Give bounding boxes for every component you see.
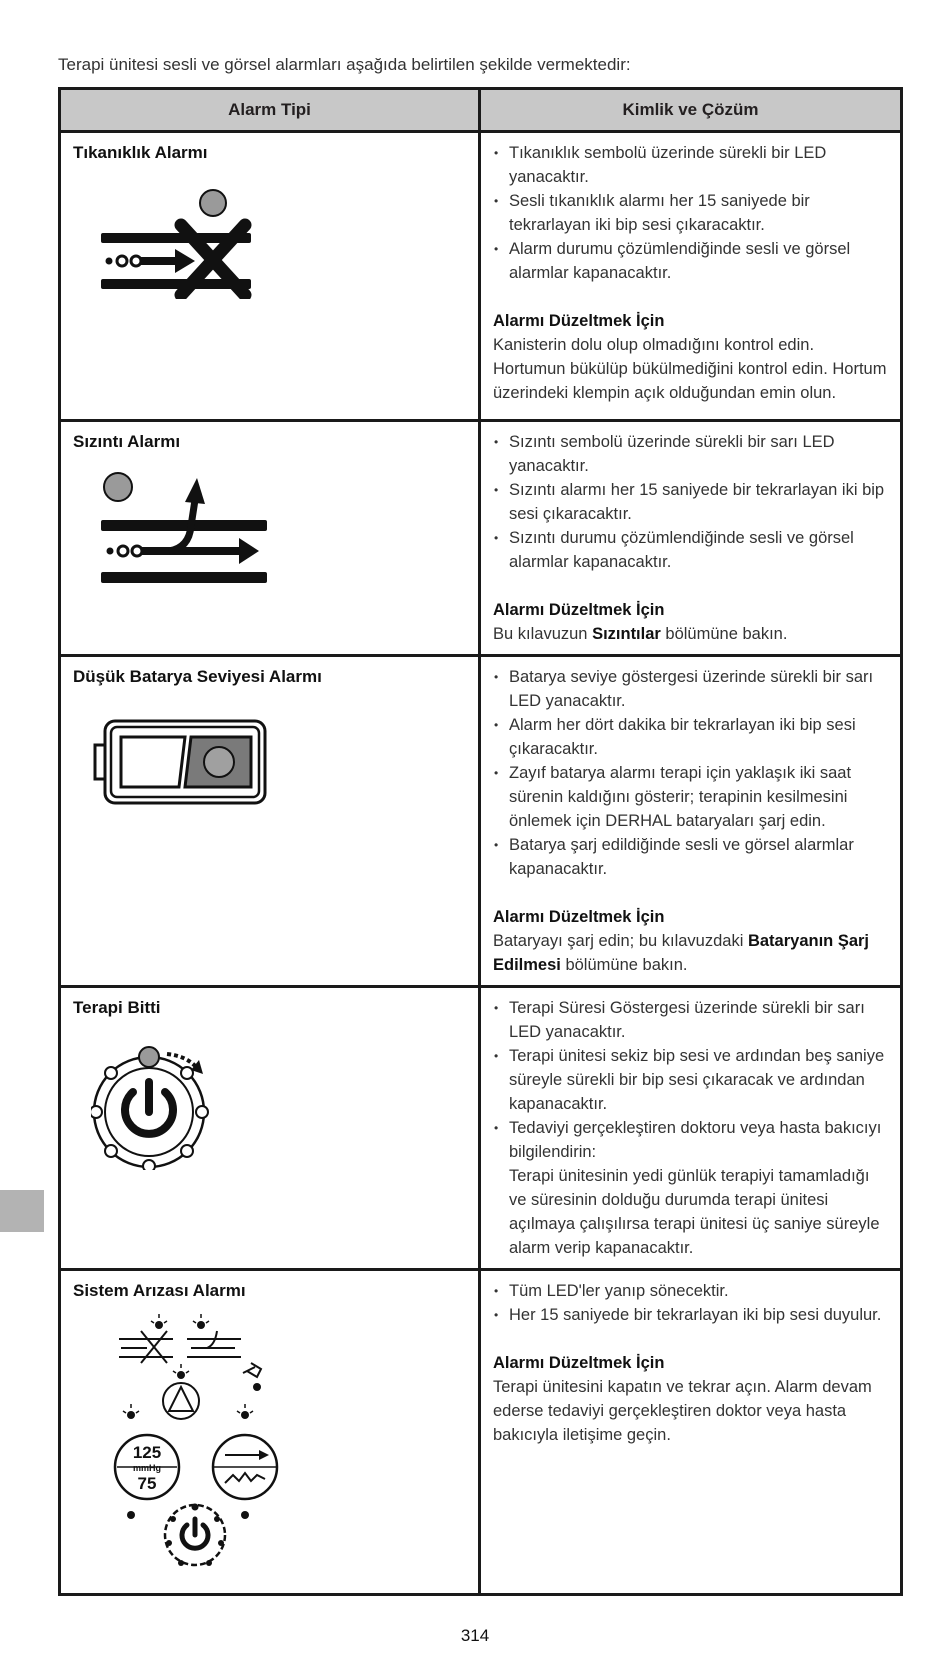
alarm-type-cell <box>60 132 480 421</box>
gauge-unit: mmHg <box>132 1463 162 1473</box>
bullet-list <box>493 996 890 1260</box>
list-item-extra: Terapi ünitesinin yedi günlük terapiyi tamamladığı ve süresinin dolduğu durumda terapi ünitesi açılmaya çalışılırsa terapi ünitesi üç saniye süreyle alarm verip kapanacaktır. <box>509 1167 880 1257</box>
list-item: • Sesli tıkanıklık alarmı her 15 saniyede bir tekrarlayan iki bip sesi çıkaracaktır. <box>493 189 890 237</box>
list-item: • Terapi ünitesi sekiz bip sesi ve ardından beş saniye süreyle sürekli bir bip sesi çıkaracak ve ardından kapanacaktır. <box>493 1044 890 1116</box>
alarm-title: Tıkanıklık Alarmı <box>73 143 208 162</box>
header-alarm-type: Alarm Tipi <box>60 89 480 132</box>
solution-cell <box>480 421 902 656</box>
table-row <box>60 1270 902 1595</box>
page-number: 314 <box>460 1626 490 1645</box>
occlusion-icon <box>97 189 267 304</box>
leak-icon <box>97 470 277 595</box>
solution-cell <box>480 987 902 1270</box>
side-tab-marker <box>0 1190 44 1232</box>
solution-cell <box>480 132 902 421</box>
fix-heading: Alarmı Düzeltmek İçin <box>493 908 665 926</box>
table-header-row <box>60 89 902 132</box>
list-item <box>493 1116 890 1260</box>
system-failure-icon <box>111 1311 301 1578</box>
fix-text-pre: Bataryayı şarj edin; bu kılavuzdaki <box>493 932 748 950</box>
list-item: • Batarya şarj edildiğinde sesli ve görsel alarmlar kapanacaktır. <box>493 833 890 881</box>
list-item-text: Tedaviyi gerçekleştiren doktoru veya hasta bakıcıyı bilgilendirin: <box>509 1119 882 1161</box>
alarm-title: Sızıntı Alarmı <box>73 432 181 451</box>
bullet-list <box>493 1279 890 1327</box>
header-identification-solution: Kimlik ve Çözüm <box>480 89 902 132</box>
fix-text <box>493 929 890 977</box>
list-item: • Terapi Süresi Göstergesi üzerinde sürekli bir sarı LED yanacaktır. <box>493 996 890 1044</box>
fix-heading: Alarmı Düzeltmek İçin <box>493 1354 665 1372</box>
list-item: • Tüm LED'ler yanıp sönecektir. <box>493 1279 890 1303</box>
list-item: • Zayıf batarya alarmı terapi için yaklaşık iki saat sürenin kaldığını gösterir; terapinin kesilmesini önlemek için DERHAL bataryaları şarj edin. <box>493 761 890 833</box>
alarm-type-cell <box>60 656 480 987</box>
fix-text: Terapi ünitesini kapatın ve tekrar açın. Alarm devam ederse tedaviyi gerçekleştiren doktor veya hasta bakıcıyla iletişime geçin. <box>493 1378 872 1444</box>
fix-text-link: Sızıntılar <box>592 625 661 643</box>
solution-cell <box>480 656 902 987</box>
list-item: • Alarm her dört dakika bir tekrarlayan iki bip sesi çıkaracaktır. <box>493 713 890 761</box>
list-item: • Sızıntı durumu çözümlendiğinde sesli ve görsel alarmlar kapanacaktır. <box>493 526 890 574</box>
list-item: • Sızıntı sembolü üzerinde sürekli bir sarı LED yanacaktır. <box>493 430 890 478</box>
alarm-table <box>58 87 903 1596</box>
solution-cell <box>480 1270 902 1595</box>
list-item: • Alarm durumu çözümlendiğinde sesli ve görsel alarmlar kapanacaktır. <box>493 237 890 285</box>
list-item: • Tıkanıklık sembolü üzerinde sürekli bir LED yanacaktır. <box>493 141 890 189</box>
alarm-type-cell <box>60 1270 480 1595</box>
alarm-title: Terapi Bitti <box>73 998 161 1017</box>
fix-text-link: Bataryanın Şarj Edilmesi <box>493 932 870 974</box>
bullet-list <box>493 430 890 574</box>
power-icon <box>91 1040 241 1175</box>
list-item: • Sızıntı alarmı her 15 saniyede bir tekrarlayan iki bip sesi çıkaracaktır. <box>493 478 890 526</box>
intro-text: Terapi ünitesi sesli ve görsel alarmları aşağıda belirtilen şekilde vermektedir: <box>58 55 631 74</box>
fix-heading: Alarmı Düzeltmek İçin <box>493 312 665 330</box>
alarm-type-cell <box>60 987 480 1270</box>
table-row <box>60 656 902 987</box>
gauge-top-value: 125 <box>132 1443 162 1462</box>
list-item: • Batarya seviye göstergesi üzerinde sürekli bir sarı LED yanacaktır. <box>493 665 890 713</box>
alarm-title: Sistem Arızası Alarmı <box>73 1281 246 1300</box>
list-item: • Her 15 saniyede bir tekrarlayan iki bip sesi duyulur. <box>493 1303 890 1327</box>
table-row <box>60 987 902 1270</box>
fix-heading: Alarmı Düzeltmek İçin <box>493 601 665 619</box>
alarm-type-cell <box>60 421 480 656</box>
bullet-list <box>493 665 890 881</box>
fix-text: Kanisterin dolu olup olmadığını kontrol edin. Hortumun bükülüp bükülmediğini kontrol edin. Hortum üzerindeki klempin açık olduğundan emin olun. <box>493 336 887 402</box>
fix-text <box>493 622 890 646</box>
bullet-list <box>493 141 890 285</box>
table-row <box>60 421 902 656</box>
fix-text-post: bölümüne bakın. <box>560 956 688 974</box>
gauge-bottom-value: 75 <box>137 1474 157 1493</box>
alarm-title: Düşük Batarya Seviyesi Alarmı <box>73 667 322 686</box>
table-row <box>60 132 902 421</box>
fix-text-pre: Bu kılavuzun <box>493 625 593 643</box>
battery-icon <box>91 719 271 814</box>
fix-text-post: bölümüne bakın. <box>660 625 788 643</box>
